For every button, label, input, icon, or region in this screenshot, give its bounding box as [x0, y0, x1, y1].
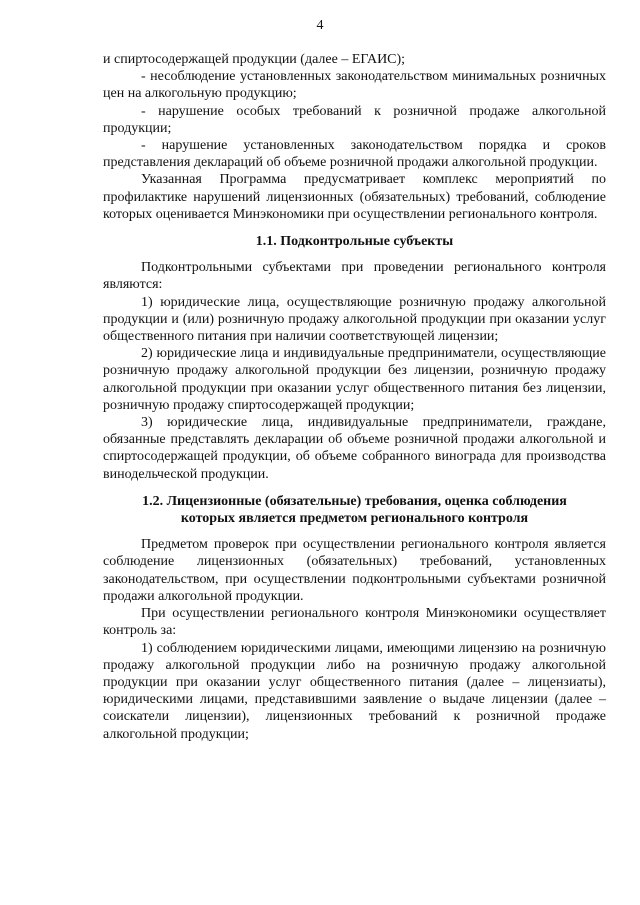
page-number: 4	[316, 18, 324, 33]
heading-section-1-2-line-1: 1.2. Лицензионные (обязательные) требования, оценка соблюдения	[142, 493, 567, 509]
heading-section-1-1: 1.1. Подконтрольные субъекты	[255, 234, 454, 250]
paragraph-special-requirements: - нарушение особых требований к розничной продаже алкогольной продукции;	[103, 103, 606, 136]
paragraph-controlled-subjects-intro: Подконтрольными субъектами при проведении регионального контроля являются:	[103, 260, 606, 293]
paragraph-min-prices: - несоблюдение установленных законодательством минимальных розничных цен на алкогольную продукцию;	[103, 69, 606, 102]
heading-section-1-2	[103, 493, 606, 527]
paragraph-declarations-deadlines: - нарушение установленных законодательством порядка и сроков представления деклараций об объеме розничной продажи алкогольной продукции.	[103, 138, 606, 171]
paragraph-subjects-item-3: 3) юридические лица, индивидуальные предприниматели, граждане, обязанные представлять декларации об объеме розничной продажи алкогольной и спиртосодержащей продукции, об объеме собранного винограда для производства винодельческой продукции.	[103, 415, 606, 482]
document-body	[103, 51, 606, 743]
paragraph-control-intro: При осуществлении регионального контроля Минэкономики осуществляет контроль за:	[103, 606, 606, 639]
paragraph-subjects-item-1: 1) юридические лица, осуществляющие розничную продажу алкогольной продукции и (или) розничную продажу алкогольной продукции при оказании услуг общественного питания при наличии соответствующей лицензии;	[103, 294, 606, 345]
paragraph-program-description: Указанная Программа предусматривает комплекс мероприятий по профилактике нарушений лицензионных (обязательных) требований, соблюдение которых оценивается Минэкономики при осуществлении регионального контроля.	[103, 172, 606, 222]
paragraph-inspection-subject: Предметом проверок при осуществлении регионального контроля является соблюдение лицензионных (обязательных) требований, установленных законодательством, при осуществлении подконтрольными субъектами розничной продажи алкогольной продукции.	[103, 537, 606, 604]
paragraph-egais-continuation: и спиртосодержащей продукции (далее – ЕГАИС);	[103, 52, 406, 67]
paragraph-subjects-item-2: 2) юридические лица и индивидуальные предприниматели, осуществляющие розничную продажу алкогольной продукции без лицензии, розничную продажу алкогольной продукции при оказании услуг общественного питания без лицензии, розничную продажу спиртосодержащей продукции;	[103, 346, 606, 413]
paragraph-control-item-1: 1) соблюдением юридическими лицами, имеющими лицензию на розничную продажу алкогольной продукции либо на розничную продажу алкогольной продукции при оказании услуг общественного питания (далее – лицензиаты), юридическими лицами, представившими заявление о выдаче лицензии (далее – соискатели лицензии), лицензионных требований к розничной продаже алкогольной продукции;	[103, 640, 606, 742]
heading-section-1-2-line-2: которых является предметом регионального контроля	[180, 511, 529, 527]
